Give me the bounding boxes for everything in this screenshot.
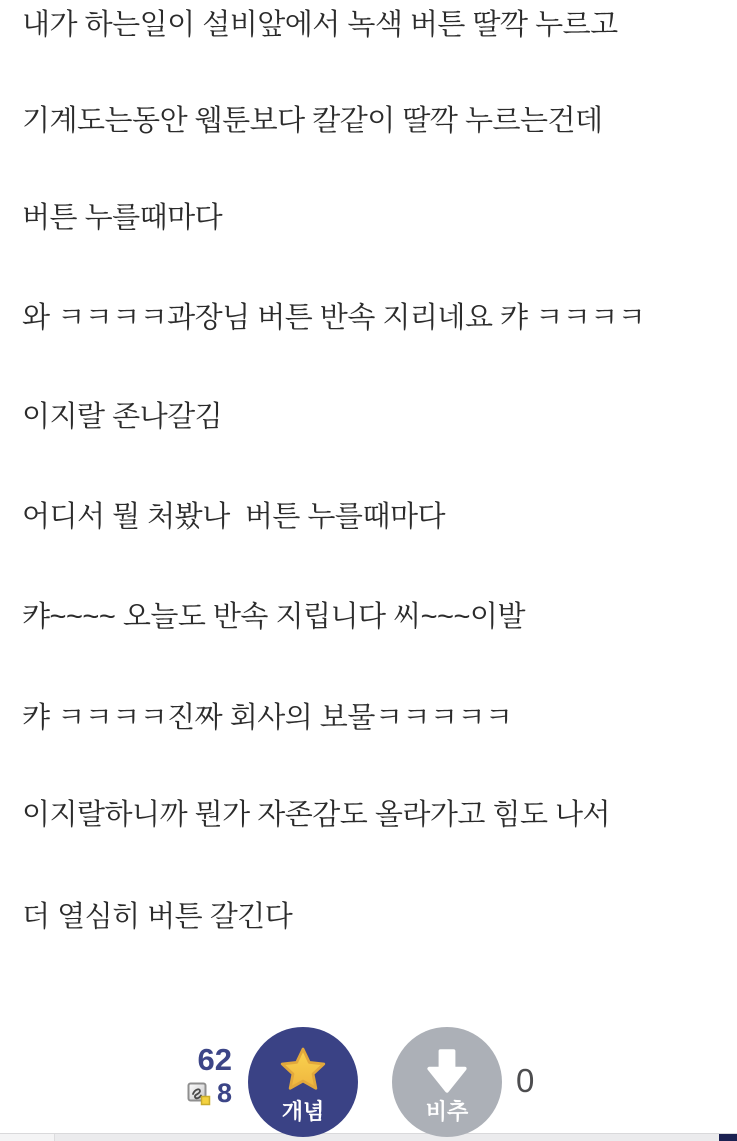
post-line-9: 이지랄하니까 뭔가 자존감도 올라가고 힘도 나서 (22, 799, 611, 831)
post-line-5: 이지랄 존나갈김 (22, 401, 223, 433)
fixed-nick-icon (187, 1082, 211, 1106)
post-line-3: 버튼 누를때마다 (22, 202, 223, 234)
down-arrow-icon (419, 1043, 475, 1099)
post-line-10: 더 열심히 버튼 갈긴다 (22, 901, 293, 933)
upvote-label: 개념 (281, 1098, 325, 1124)
downvote-label: 비추 (425, 1098, 469, 1124)
post-line-2: 기계도는동안 웹툰보다 칼같이 딸깍 누르는건데 (22, 105, 603, 137)
bottom-divider-left-cap (0, 1134, 55, 1141)
post-line-1: 내가 하는일이 설비앞에서 녹색 버튼 딸깍 누르고 (22, 9, 618, 41)
post-line-8: 캬 ㅋㅋㅋㅋ진짜 회사의 보물ㅋㅋㅋㅋㅋ (22, 702, 513, 734)
fixed-nick-upvote-row (150, 1080, 232, 1107)
post-line-4: 와 ㅋㅋㅋㅋ과장님 버튼 반속 지리네요 캬 ㅋㅋㅋㅋ (22, 302, 646, 334)
downvote-button[interactable] (392, 1027, 502, 1137)
bottom-navy-segment (719, 1134, 737, 1141)
star-icon (275, 1043, 331, 1099)
upvote-button[interactable] (248, 1027, 358, 1137)
vote-section (0, 1020, 737, 1141)
post-line-7: 캬~~~~ 오늘도 반속 지립니다 씨~~~이발 (22, 601, 525, 633)
post-line-6: 어디서 뭘 처봤나 버튼 누를때마다 (22, 501, 445, 533)
downvote-count: 0 (516, 1062, 535, 1099)
upvote-count: 62 (197, 1042, 232, 1077)
fixed-nick-upvote-count: 8 (216, 1078, 232, 1108)
bottom-divider (0, 1133, 737, 1141)
upvote-counts (150, 1044, 232, 1107)
